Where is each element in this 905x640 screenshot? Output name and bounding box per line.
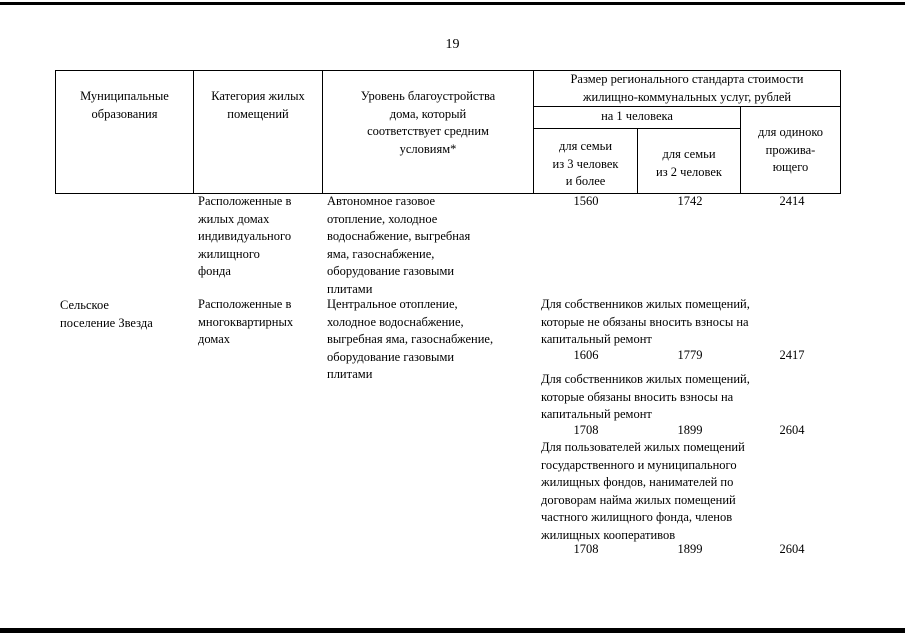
group1-note: Для собственников жилых помещений, которые не обязаны вносить взносы на капитальный ремонт [541,297,750,346]
page-number: 19 [445,37,460,52]
group3-value-single: 2604 [779,542,805,556]
row2-municipality: Сельское поселение Звезда [60,298,153,330]
group1-value-single: 2417 [779,348,805,362]
header-per-person: на 1 человека [601,109,673,123]
group1-value-family2: 1779 [677,348,703,362]
group3-value-family2: 1899 [677,542,703,556]
header-standard-size: Размер регионального стандарта стоимости жилищно-коммунальных услуг, рублей [570,72,804,104]
group1-value-family3: 1606 [573,348,599,362]
row1-amenity: Автономное газовое отопление, холодное водоснабжение, выгребная яма, газоснабжение, оборудование газовыми плитами [327,194,471,296]
row1-value-family3: 1560 [573,194,599,208]
row1-value-single: 2414 [779,194,805,208]
row2-amenity: Центральное отопление, холодное водоснабжение, выгребная яма, газоснабжение, оборудование газовыми плитами [327,297,494,381]
row1-value-family2: 1742 [677,194,703,208]
group2-value-single: 2604 [779,423,805,437]
group2-value-family3: 1708 [573,423,599,437]
row2-category: Расположенные в многоквартирных домах [198,297,294,346]
header-amenity-level: Уровень благоустройства дома, который соответствует средним условиям* [360,89,496,156]
header-family-3: для семьи из 3 человек и более [552,139,619,188]
scan-border-top [0,2,905,5]
header-single: для одиноко прожива- ющего [757,125,824,174]
scan-border-bottom [0,628,905,633]
group3-value-family3: 1708 [573,542,599,556]
group2-note: Для собственников жилых помещений, которые обязаны вносить взносы на капитальный ремонт [541,372,750,421]
group3-note: Для пользователей жилых помещений государственного и муниципального жилищных фондов, нанимателей по договорам найма жилых помещений частного жилищного фонда, членов жилищных кооперативов [541,440,745,542]
header-category: Категория жилых помещений [211,89,305,121]
header-municipalities: Муниципальные образования [80,89,169,121]
row1-category: Расположенные в жилых домах индивидуального жилищного фонда [198,194,292,278]
group2-value-family2: 1899 [677,423,703,437]
header-family-2: для семьи из 2 человек [656,147,722,179]
